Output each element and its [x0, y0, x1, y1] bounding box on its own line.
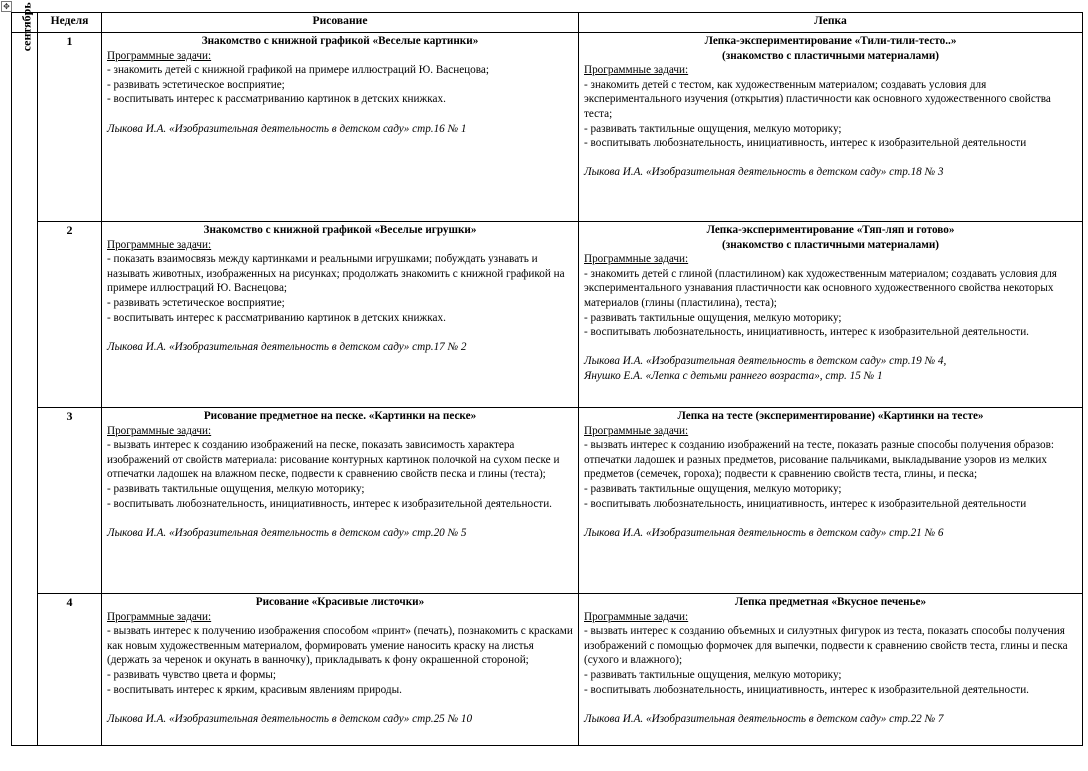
task-item: - воспитывать любознательность, инициативность, интерес к изобразительной деятельности.: [107, 497, 552, 510]
lesson-subtitle: (знакомство с пластичными материалами): [721, 49, 940, 62]
reference: Лыкова И.А. «Изобразительная деятельность в детском саду» стр.25 № 10: [107, 712, 473, 725]
reference: Янушко Е.А. «Лепка с детьми раннего возраста», стр. 15 № 1: [584, 369, 883, 382]
task-item: - вызвать интерес к созданию объемных и силуэтных фигурок из теста, показать способы получения изображений с помощью формочек для выпечки, подвести к сравнению свойств теста, глины и песка (сухого и влажного);: [584, 625, 1068, 667]
task-item: - развивать тактильные ощущения, мелкую моторику;: [584, 482, 842, 495]
task-item: - вызвать интерес к созданию изображений на песке, показать зависимость характера изображений от свойств материала: рисование контурных картинок полочкой на сухом песке и отпечатки ладошек на влажном песке, подвести к сравнению свойств песка и глины (теста);: [107, 439, 560, 481]
modeling-cell: [579, 408, 1083, 594]
lesson-subtitle: (знакомство с пластичными материалами): [721, 238, 940, 251]
drawing-cell: [102, 408, 579, 594]
task-item: - воспитывать интерес к рассматриванию картинок в детских книжках.: [107, 311, 446, 324]
table-row: [12, 408, 1083, 594]
task-item: - воспитывать любознательность, инициативность, интерес к изобразительной деятельности: [584, 137, 1027, 150]
task-item: - развивать эстетическое восприятие;: [107, 296, 285, 309]
task-item: - развивать тактильные ощущения, мелкую моторику;: [584, 311, 842, 324]
modeling-cell: [579, 594, 1083, 746]
task-item: - воспитывать интерес к рассматриванию картинок в детских книжках.: [107, 93, 446, 106]
reference: Лыкова И.А. «Изобразительная деятельность в детском саду» стр.22 № 7: [584, 712, 944, 725]
lesson-title: Знакомство с книжной графикой «Веселые игрушки»: [203, 224, 477, 236]
week-number: 2: [38, 222, 102, 408]
reference: Лыкова И.А. «Изобразительная деятельность в детском саду» стр.16 № 1: [107, 122, 467, 135]
drawing-cell: [102, 594, 579, 746]
tasks-label: Программные задачи:: [107, 238, 212, 251]
task-item: - воспитывать интерес к ярким, красивым явлениям природы.: [107, 683, 402, 696]
month-label: сентябрь: [19, 2, 34, 52]
task-item: - знакомить детей с глиной (пластилином) как художественным материалом; создавать условия для экспериментального узнавания пластичности как основного художественного свойства некоторых материалов (глины (пластилина), теста);: [584, 267, 1057, 309]
lesson-title: Рисование «Красивые листочки»: [255, 596, 425, 608]
modeling-cell: [579, 33, 1083, 222]
task-item: - вызвать интерес к созданию изображений на тесте, показать разные способы получения образов: отпечатки ладошек и разных предметов, рисование пальчиками, выкладывание узоров из мелких предметов (семечек, гороха); подвести к сравнению свойств теста, глины, и песка;: [584, 439, 1054, 481]
week-number: 3: [38, 408, 102, 594]
task-item: - развивать тактильные ощущения, мелкую моторику;: [107, 482, 365, 495]
reference: Лыкова И.А. «Изобразительная деятельность в детском саду» стр.19 № 4,: [584, 355, 947, 368]
week-header: Неделя: [38, 13, 102, 33]
table-row: [12, 222, 1083, 408]
lesson-title: Лепка предметная «Вкусное печенье»: [734, 596, 927, 608]
task-item: - вызвать интерес к получению изображения способом «принт» (печать), познакомить с красками как новым художественным материалом, формировать умение наносить краску на листья (держать за черенок и окунать в ванночку), прикладывать к фону окрашенной стороной;: [107, 625, 573, 667]
lesson-plan-table: [11, 2, 1083, 746]
tasks-label: Программные задачи:: [107, 49, 212, 62]
task-item: - развивать чувство цвета и формы;: [107, 668, 276, 681]
tasks-label: Программные задачи:: [107, 610, 212, 623]
tasks-label: Программные задачи:: [584, 610, 689, 623]
task-item: - знакомить детей с книжной графикой на примере иллюстраций Ю. Васнецова;: [107, 64, 489, 77]
task-item: - воспитывать любознательность, инициативность, интерес к изобразительной деятельности.: [584, 683, 1029, 696]
modeling-cell: [579, 222, 1083, 408]
lesson-title: Знакомство с книжной графикой «Веселые картинки»: [201, 35, 479, 47]
task-item: - воспитывать любознательность, инициативность, интерес к изобразительной деятельности.: [584, 326, 1029, 339]
task-item: - развивать тактильные ощущения, мелкую моторику;: [584, 668, 842, 681]
drawing-cell: [102, 33, 579, 222]
week-number: 4: [38, 594, 102, 746]
task-item: - развивать эстетическое восприятие;: [107, 78, 285, 91]
reference: Лыкова И.А. «Изобразительная деятельность в детском саду» стр.20 № 5: [107, 526, 467, 539]
reference: Лыкова И.А. «Изобразительная деятельность в детском саду» стр.18 № 3: [584, 166, 944, 179]
reference: Лыкова И.А. «Изобразительная деятельность в детском саду» стр.17 № 2: [107, 340, 467, 353]
lesson-title: Лепка-экспериментирование «Тяп-ляп и готово»: [706, 224, 955, 236]
table-row: [12, 594, 1083, 746]
table-row: [12, 33, 1083, 222]
task-item: - показать взаимосвязь между картинками и реальными игрушками; побуждать узнавать и называть животных, изображенных на рисунках; продолжать знакомить с книжной графикой на примере иллюстраций Ю. Васнецова;: [107, 253, 565, 295]
month-cell: [12, 2, 38, 746]
drawing-header: Рисование: [102, 13, 579, 33]
tasks-label: Программные задачи:: [584, 424, 689, 437]
header-row: [12, 13, 1083, 33]
table-move-handle-icon[interactable]: ✥: [1, 1, 12, 12]
drawing-cell: [102, 222, 579, 408]
tasks-label: Программные задачи:: [584, 64, 689, 77]
lesson-title: Лепка на тесте (экспериментирование) «Картинки на тесте»: [677, 410, 984, 422]
modeling-header: Лепка: [579, 13, 1083, 33]
task-item: - знакомить детей с тестом, как художественным материалом; создавать условия для экспериментального изучения (открытия) пластичности как основного художественного свойства теста;: [584, 78, 1051, 120]
reference: Лыкова И.А. «Изобразительная деятельность в детском саду» стр.21 № 6: [584, 526, 944, 539]
task-item: - развивать тактильные ощущения, мелкую моторику;: [584, 122, 842, 135]
week-number: 1: [38, 33, 102, 222]
tasks-label: Программные задачи:: [107, 424, 212, 437]
tasks-label: Программные задачи:: [584, 253, 689, 266]
task-item: - воспитывать любознательность, инициативность, интерес к изобразительной деятельности: [584, 497, 1027, 510]
lesson-title: Рисование предметное на песке. «Картинки на песке»: [203, 410, 477, 422]
lesson-title: Лепка-экспериментирование «Тили-тили-тесто..»: [704, 35, 957, 47]
